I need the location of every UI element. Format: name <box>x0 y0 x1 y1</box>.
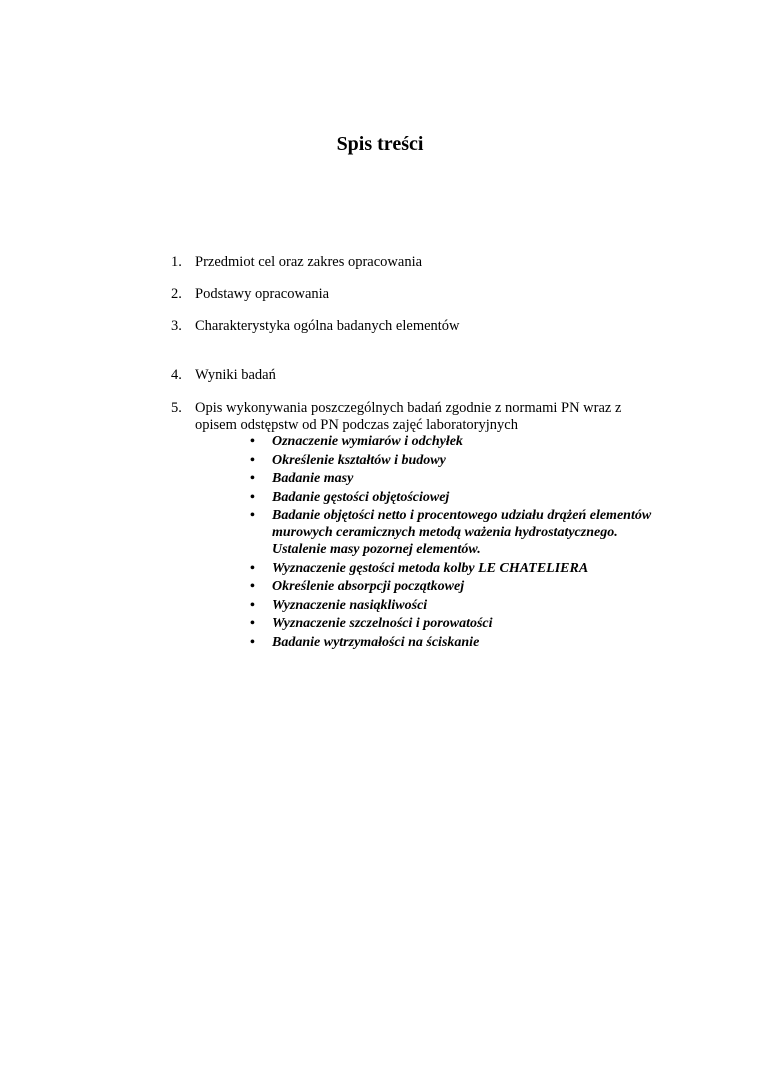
bullet-icon: • <box>250 597 255 613</box>
subsection-text: Badanie masy <box>272 471 354 486</box>
toc-text: Opis wykonywania poszczególnych badań zgodnie z normami PN wraz z opisem odstępstw od PN podczas zajęć laboratoryjnych <box>195 400 622 433</box>
toc-text: Przedmiot cel oraz zakres opracowania <box>195 254 423 270</box>
toc-text: Podstawy opracowania <box>195 286 330 302</box>
subsection-text: Wyznaczenie gęstości metoda kolby LE CHATELIERA <box>272 560 589 576</box>
toc-number: 1. <box>171 254 182 270</box>
bullet-icon: • <box>250 508 255 523</box>
list-item <box>250 489 670 506</box>
toc-text: Charakterystyka ogólna badanych elementów <box>195 318 460 334</box>
bullet-icon: • <box>250 560 255 576</box>
bullet-icon: • <box>250 579 255 594</box>
bullet-icon: • <box>250 489 255 505</box>
bullet-icon: • <box>250 452 255 468</box>
toc-number: 5. <box>171 400 182 416</box>
list-item <box>250 433 670 450</box>
subsection-text: Określenie kształtów i budowy <box>272 452 446 468</box>
page-title: Spis treści <box>336 133 424 155</box>
toc-text: Wyniki badań <box>195 367 276 383</box>
subsection-text: Wyznaczenie szczelności i porowatości <box>272 616 493 631</box>
subsection-text: Badanie objętości netto i procentowego udziału drążeń elementów murowych ceramicznych metodą ważenia hydrostatycznego. Ustalenie masy pozornej elementów. <box>272 508 652 557</box>
subsection-text: Badanie wytrzymałości na ściskanie <box>272 634 480 650</box>
subsection-text: Badanie gęstości objętościowej <box>272 489 450 505</box>
list-item <box>250 615 670 632</box>
list-item <box>250 597 670 614</box>
bullet-icon: • <box>250 434 255 449</box>
subsection-text: Wyznaczenie nasiąkliwości <box>272 597 428 613</box>
list-item <box>250 452 670 469</box>
bullet-icon: • <box>250 634 255 650</box>
toc-number: 4. <box>171 367 182 383</box>
list-item <box>250 470 670 487</box>
list-item <box>250 634 670 651</box>
bullet-icon: • <box>250 471 255 486</box>
list-item <box>250 560 670 577</box>
subsection-text: Oznaczenie wymiarów i odchyłek <box>272 434 463 449</box>
bullet-icon: • <box>250 616 255 631</box>
subsection-list <box>250 433 670 652</box>
list-item <box>250 578 670 595</box>
toc-number: 2. <box>171 286 182 302</box>
list-item <box>250 507 670 558</box>
subsection-text: Określenie absorpcji początkowej <box>272 579 465 594</box>
toc-number: 3. <box>171 318 182 334</box>
